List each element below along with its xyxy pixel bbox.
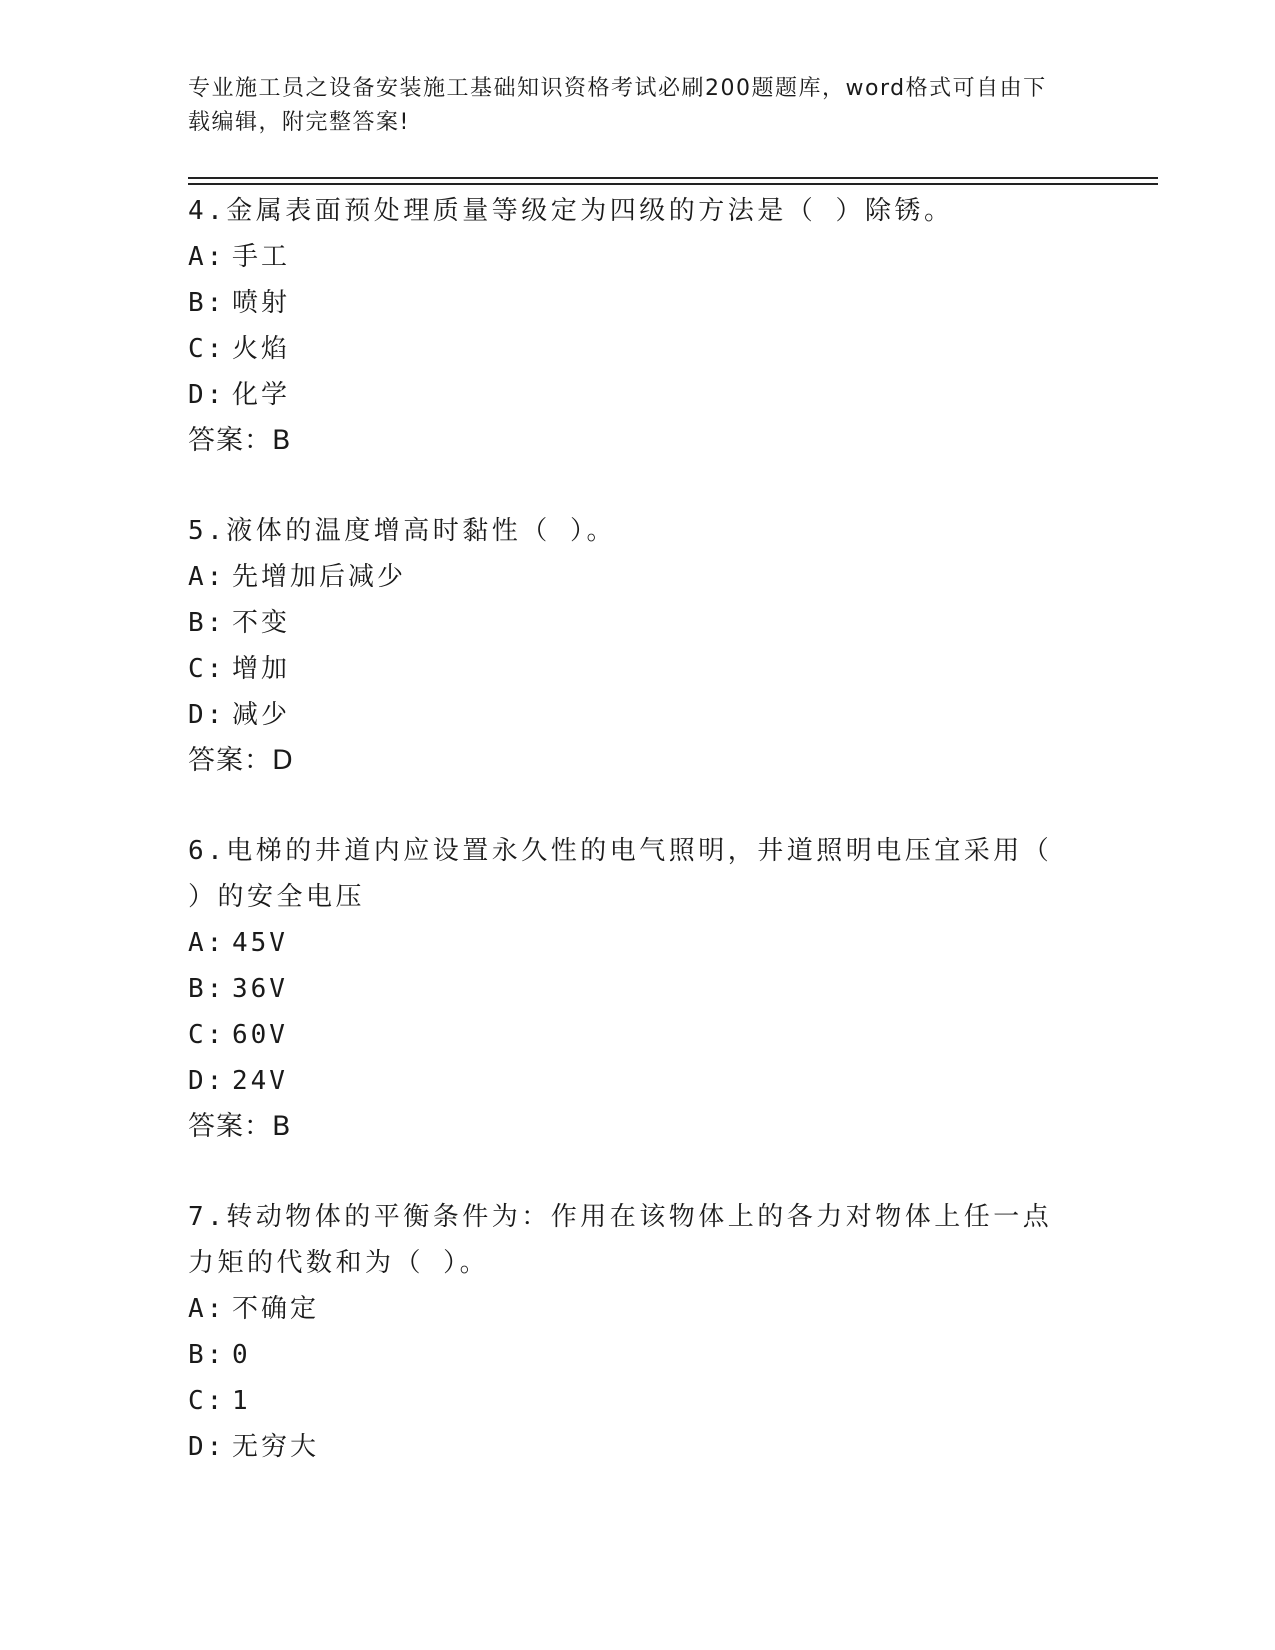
- option-b: [188, 966, 1068, 1012]
- option-text: 不变: [232, 608, 291, 638]
- option-text: 增加: [232, 654, 291, 684]
- option-text: 36V: [232, 974, 288, 1004]
- option-letter: A:: [188, 928, 226, 958]
- option-d: [188, 1424, 1068, 1470]
- option-letter: D:: [188, 380, 226, 410]
- option-c: [188, 1012, 1068, 1058]
- option-text: 0: [232, 1340, 251, 1370]
- option-d: [188, 372, 1068, 418]
- option-text: 火焰: [232, 334, 291, 364]
- option-text: 无穷大: [232, 1432, 320, 1462]
- question-text: 7.转动物体的平衡条件为：作用在该物体上的各力对物体上任一点力矩的代数和为（ ）。: [188, 1202, 1053, 1278]
- question-text: 4.金属表面预处理质量等级定为四级的方法是（ ）除锈。: [188, 196, 954, 226]
- option-letter: A:: [188, 242, 226, 272]
- header-divider-top: [188, 177, 1158, 179]
- option-text: 45V: [232, 928, 288, 958]
- option-text: 先增加后减少: [232, 562, 407, 592]
- option-letter: B:: [188, 288, 226, 318]
- option-letter: D:: [188, 1066, 226, 1096]
- answer-line: 答案：B: [188, 1111, 292, 1142]
- option-letter: D:: [188, 1432, 226, 1462]
- option-letter: C:: [188, 334, 226, 364]
- option-text: 60V: [232, 1020, 288, 1050]
- option-letter: C:: [188, 654, 226, 684]
- option-text: 不确定: [232, 1294, 320, 1324]
- question-text: 5.液体的温度增高时黏性（ ）。: [188, 516, 616, 546]
- option-letter: D:: [188, 700, 226, 730]
- option-text: 手工: [232, 242, 291, 272]
- question-item: [188, 828, 1068, 1150]
- option-text: 化学: [232, 380, 291, 410]
- option-a: [188, 554, 1068, 600]
- option-c: [188, 1378, 1068, 1424]
- option-letter: A:: [188, 562, 226, 592]
- option-b: [188, 1332, 1068, 1378]
- option-d: [188, 692, 1068, 738]
- option-d: [188, 1058, 1068, 1104]
- option-text: 1: [232, 1386, 251, 1416]
- question-item: [188, 508, 1068, 784]
- option-a: [188, 1286, 1068, 1332]
- question-text: 6.电梯的井道内应设置永久性的电气照明，井道照明电压宜采用（ ）的安全电压: [188, 836, 1053, 912]
- option-letter: B:: [188, 1340, 226, 1370]
- option-c: [188, 326, 1068, 372]
- question-list: [188, 188, 1068, 1514]
- option-text: 喷射: [232, 288, 291, 318]
- option-a: [188, 234, 1068, 280]
- option-c: [188, 646, 1068, 692]
- option-text: 减少: [232, 700, 291, 730]
- option-a: [188, 920, 1068, 966]
- option-letter: B:: [188, 974, 226, 1004]
- answer-line: 答案：B: [188, 425, 292, 456]
- option-b: [188, 280, 1068, 326]
- document-header: 专业施工员之设备安装施工基础知识资格考试必刷200题题库，word格式可自由下载编辑，附完整答案!: [188, 76, 1047, 135]
- option-letter: C:: [188, 1020, 226, 1050]
- option-letter: A:: [188, 1294, 226, 1324]
- document-page: [188, 0, 1158, 1650]
- question-item: [188, 1194, 1068, 1470]
- option-b: [188, 600, 1068, 646]
- question-item: [188, 188, 1068, 464]
- option-text: 24V: [232, 1066, 288, 1096]
- option-letter: C:: [188, 1386, 226, 1416]
- option-letter: B:: [188, 608, 226, 638]
- answer-line: 答案：D: [188, 745, 294, 776]
- header-divider-bottom: [188, 183, 1158, 185]
